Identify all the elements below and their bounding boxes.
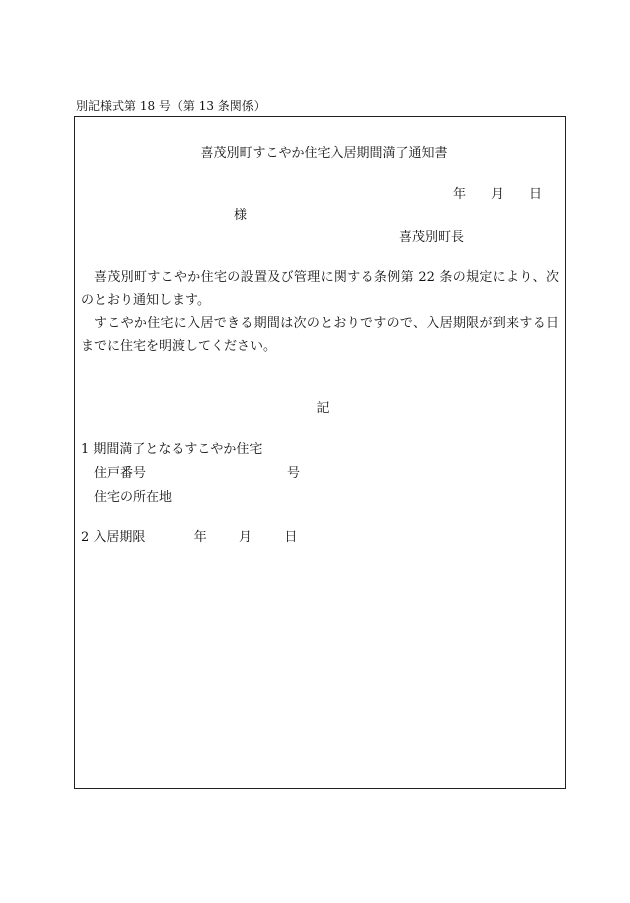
date-year: 年 — [453, 187, 467, 202]
body-paragraph-1: 喜茂別町すこやか住宅の設置及び管理に関する条例第 22 条の規定により、次のとおり通知します。 — [81, 270, 559, 308]
location-label: 住宅の所在地 — [94, 490, 173, 505]
item-1-label: 期間満了となるすこやか住宅 — [93, 442, 263, 457]
item-2-label: 入居期限 — [93, 530, 146, 545]
notice-form-frame — [74, 116, 566, 789]
unit-number-label: 住戸番号 — [94, 466, 147, 481]
item-2-day: 日 — [284, 530, 298, 545]
date-day: 日 — [529, 187, 543, 202]
item-1-number: 1 — [81, 442, 90, 457]
item-2-month: 月 — [239, 530, 253, 545]
body-paragraph-2: すこやか住宅に入居できる期間は次のとおりですので、入居期限が到来する日までに住宅を明渡してください。 — [81, 316, 559, 354]
date-month: 月 — [491, 187, 505, 202]
form-caption: 別記様式第 18 号（第 13 条関係） — [76, 99, 266, 113]
item-2-number: 2 — [81, 530, 90, 545]
unit-number-suffix: 号 — [287, 466, 301, 481]
ki-heading: 記 — [316, 401, 330, 416]
sender-name: 喜茂別町長 — [399, 230, 465, 245]
item-2-year: 年 — [193, 530, 207, 545]
item-2-heading — [81, 531, 297, 544]
document-title: 喜茂別町すこやか住宅入居期間満了通知書 — [200, 146, 448, 161]
addressee-suffix: 様 — [234, 208, 248, 223]
item-1-heading — [81, 443, 262, 456]
